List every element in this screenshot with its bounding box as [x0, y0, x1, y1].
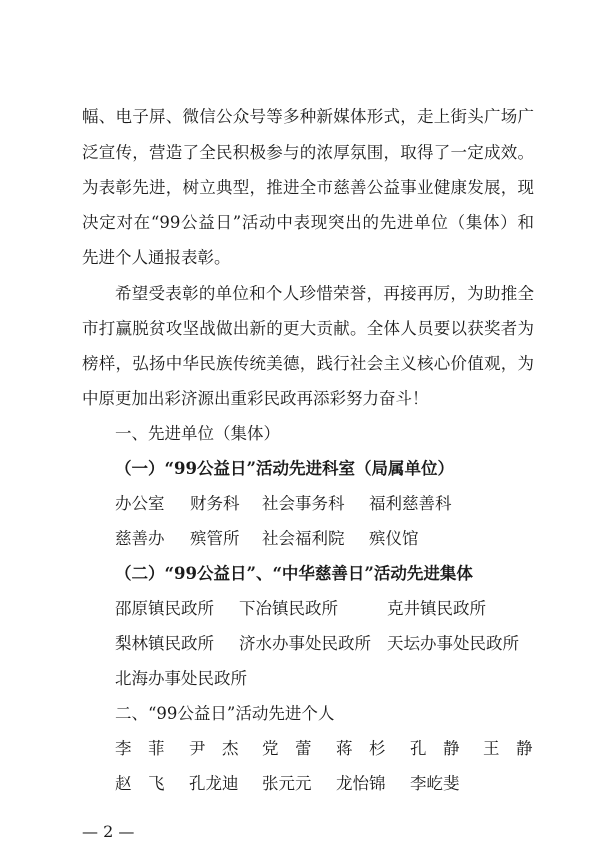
- unit-item: 天坛办事处民政所: [387, 634, 519, 653]
- unit-item: 克井镇民政所: [387, 599, 486, 618]
- subsection-1-units-row-1: [0, 494, 611, 514]
- paragraph-2-line-1: 希望受表彰的单位和个人珍惜荣誉，再接再厉，为助推全: [115, 284, 534, 303]
- individual-name: 尹 杰: [189, 739, 239, 758]
- subsection-2-units-row-3: [0, 669, 611, 689]
- subsection-2-title: （二）“99公益日”、“中华慈善日”活动先进集体: [115, 564, 473, 583]
- paragraph-1-line-2: 泛宣传，营造了全民积极参与的浓厚氛围，取得了一定成效。: [82, 143, 534, 162]
- individual-name: 龙怡锦: [336, 774, 386, 793]
- individual-name: 党 蕾: [262, 739, 312, 758]
- individual-name: 李 菲: [115, 739, 165, 758]
- individual-name: 孔 静: [410, 739, 460, 758]
- unit-item: 社会福利院: [262, 529, 345, 548]
- unit-item: 财务科: [190, 494, 240, 513]
- individual-name: 王 静: [483, 739, 533, 758]
- individual-name: 张元元: [262, 774, 312, 793]
- paragraph-2-line-3: 榜样，弘扬中华民族传统美德，践行社会主义核心价值观，为: [82, 354, 534, 373]
- section-1-title: 一、先进单位（集体）: [115, 424, 280, 443]
- individual-name: 蒋 杉: [336, 739, 386, 758]
- individual-name: 赵 飞: [115, 774, 165, 793]
- subsection-1-title: （一）“99公益日”活动先进科室（局属单位）: [115, 459, 454, 478]
- page-number: — 2 —: [82, 822, 135, 841]
- paragraph-1-line-4: 决定对在“99公益日”活动中表现突出的先进单位（集体）和: [82, 213, 534, 232]
- unit-item: 福利慈善科: [369, 494, 452, 513]
- paragraph-1-line-5: 先进个人通报表彰。: [82, 248, 231, 267]
- paragraph-1-line-1: 幅、电子屏、微信公众号等多种新媒体形式，走上街头广场广: [82, 107, 534, 126]
- unit-item: 邵原镇民政所: [115, 599, 214, 618]
- unit-item: 慈善办: [115, 529, 165, 548]
- individuals-row-2: [0, 774, 611, 794]
- subsection-1-units-row-2: [0, 529, 611, 549]
- subsection-2-units-row-1: [0, 599, 611, 619]
- unit-item: 办公室: [115, 494, 165, 513]
- paragraph-2-line-4: 中原更加出彩济源出重彩民政再添彩努力奋斗！: [82, 389, 429, 408]
- unit-item: 殡管所: [190, 529, 240, 548]
- unit-item: 社会事务科: [262, 494, 345, 513]
- paragraph-2-line-2: 市打赢脱贫攻坚战做出新的更大贡献。全体人员要以获奖者为: [82, 319, 534, 338]
- unit-item: 殡仪馆: [369, 529, 419, 548]
- individuals-row-1: [0, 739, 611, 759]
- unit-item: 下冶镇民政所: [239, 599, 338, 618]
- individual-name: 李屹斐: [410, 774, 460, 793]
- unit-item: 北海办事处民政所: [115, 669, 247, 688]
- section-2-title: 二、“99公益日”活动先进个人: [115, 704, 335, 723]
- unit-item: 梨林镇民政所: [115, 634, 214, 653]
- subsection-2-units-row-2: [0, 634, 611, 654]
- paragraph-1-line-3: 为表彰先进，树立典型，推进全市慈善公益事业健康发展，现: [82, 178, 534, 197]
- unit-item: 济水办事处民政所: [239, 634, 371, 653]
- individual-name: 孔龙迪: [189, 774, 239, 793]
